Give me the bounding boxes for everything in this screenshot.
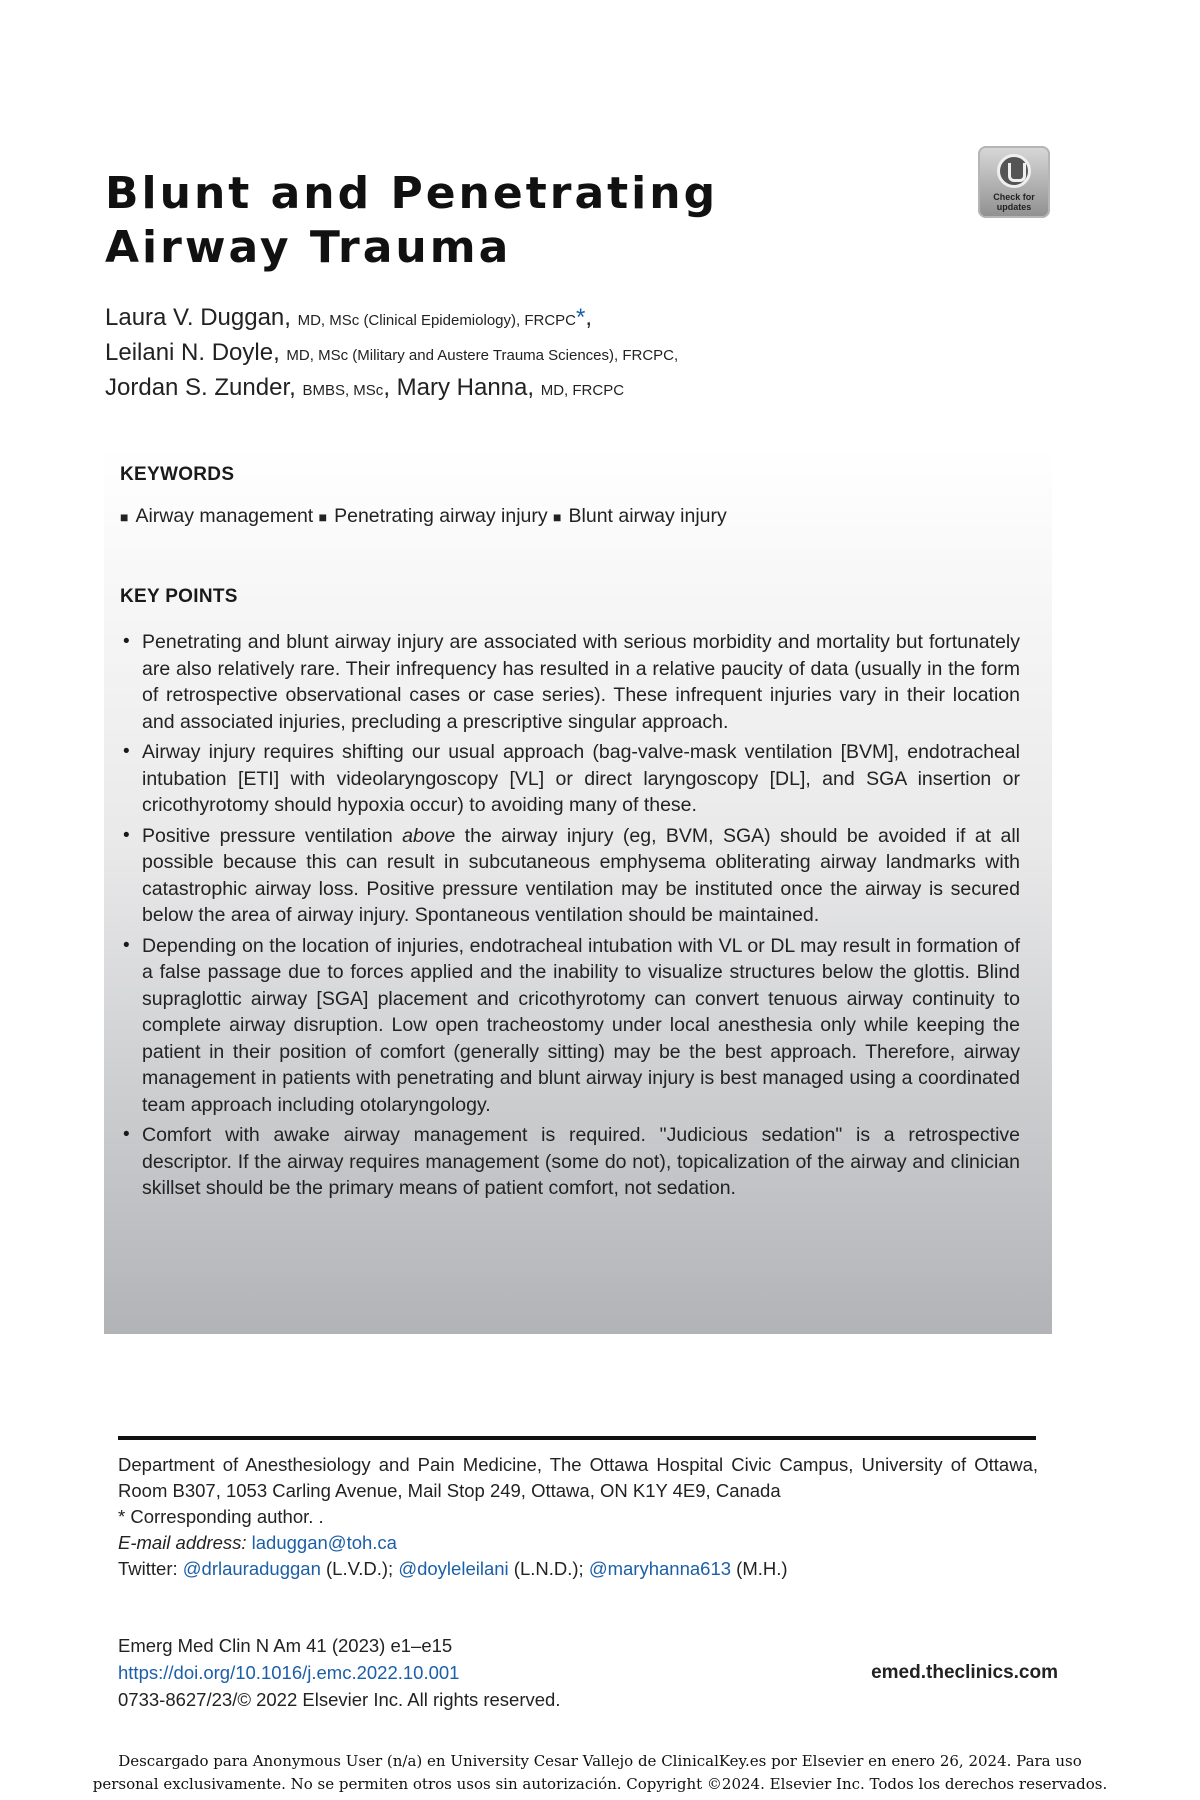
keyword-bullet-icon: ■: [318, 509, 328, 525]
email-label: E-mail address:: [118, 1532, 247, 1553]
key-point-emphasis: above: [402, 824, 456, 847]
check-for-updates-label: Check for updates: [993, 192, 1035, 212]
key-points-heading: KEY POINTS: [120, 586, 238, 607]
key-point-bullet: •: [123, 824, 130, 846]
key-point: [120, 629, 1020, 735]
key-point-text: Depending on the location of injuries, endotracheal intubation with VL or DL may result in formation of a false passage due to forces applied and the inability to visualize structures below the glottis. Blind supraglottic airway [SGA] placement and cricothyrotomy can convert tenuous airway continuity to complete airway disruption. Low open tracheostomy under local anesthesia only while keeping the patient in their position of comfort (generally sitting) may be the best approach. Therefore, airway management in patients with penetrating and blunt airway injury is best managed using a coordinated team approach including otolaryngology.: [142, 934, 1020, 1116]
key-point-bullet: •: [123, 934, 130, 956]
keyword-bullet-icon: ■: [553, 509, 562, 525]
twitter-initials: (M.H.): [736, 1558, 788, 1579]
footnotes: [118, 1452, 1038, 1582]
author-line: [105, 300, 1005, 335]
key-point-bullet: •: [123, 631, 130, 652]
email-link[interactable]: laduggan@toh.ca: [251, 1532, 397, 1553]
corresponding-author-note: * Corresponding author. .: [118, 1506, 324, 1527]
twitter-handle-link[interactable]: @drlauraduggan: [182, 1558, 321, 1579]
key-point-bullet: •: [123, 1124, 130, 1145]
citation-block: [118, 1632, 1058, 1713]
crossmark-icon: [997, 154, 1031, 188]
author-name: Jordan S. Zunder,: [105, 374, 303, 401]
twitter-label: Twitter:: [118, 1558, 178, 1579]
affiliation: Department of Anesthesiology and Pain Medicine, The Ottawa Hospital Civic Campus, University of Ottawa, Room B307, 1053 Carling Avenue, Mail Stop 249, Ottawa, ON K1Y 4E9, Canada: [118, 1454, 1038, 1501]
key-point-text: Airway injury requires shifting our usual approach (bag-valve-mask ventilation [BVM], endotracheal intubation [ETI] with videolaryngoscopy [VL] or direct laryngoscopy [DL], and SGA insertion or cricothyrotomy should hypoxia occur) to avoiding many of these.: [142, 741, 1020, 816]
key-points-list: [120, 629, 1020, 1206]
author-credentials: MD, MSc (Clinical Epidemiology), FRCPC: [297, 312, 576, 329]
check-for-updates-badge[interactable]: [978, 146, 1050, 218]
keywords-heading: KEYWORDS: [120, 464, 235, 485]
keyword-bullet-icon: ■: [120, 509, 129, 525]
keywords-list: [120, 505, 727, 528]
keyword: Airway management: [135, 505, 319, 527]
key-point: [120, 823, 1020, 929]
author-separator: ,: [585, 304, 593, 331]
key-point: [120, 933, 1020, 1119]
twitter-initials: (L.N.D.);: [513, 1558, 584, 1579]
journal-reference: Emerg Med Clin N Am 41 (2023) e1–e15: [118, 1635, 453, 1656]
title-line-2: Airway Trauma: [105, 222, 512, 274]
twitter-initials: (L.V.D.);: [326, 1558, 394, 1579]
author-name: Mary Hanna,: [396, 374, 541, 401]
key-point: [120, 739, 1020, 819]
keyword: Blunt airway injury: [568, 505, 727, 527]
footnote-divider: [118, 1436, 1036, 1440]
author-line: [105, 370, 1005, 405]
title-line-1: Blunt and Penetrating: [105, 168, 719, 220]
keyword: Penetrating airway injury: [334, 505, 554, 527]
copyright-line: 0733-8627/23/© 2022 Elsevier Inc. All rights reserved.: [118, 1689, 561, 1710]
key-point-text: Comfort with awake airway management is required. "Judicious sedation" is a retrospective descriptor. If the airway requires management (some do not), topicalization of the airway and clinician skillset should be the primary means of patient comfort, not sedation.: [142, 1124, 1020, 1199]
author-credentials: MD, FRCPC: [540, 382, 625, 399]
author-separator: ,: [383, 374, 397, 401]
keypoints-box: [104, 446, 1052, 1334]
corresponding-author-mark[interactable]: *: [576, 304, 586, 331]
key-point-bullet: •: [123, 741, 130, 762]
download-notice: [0, 1750, 1200, 1796]
key-point: [120, 1122, 1020, 1202]
doi-link[interactable]: https://doi.org/10.1016/j.emc.2022.10.001: [118, 1662, 460, 1683]
author-name: Leilani N. Doyle,: [105, 339, 287, 366]
download-notice-line-1: Descargado para Anonymous User (n/a) en University Cesar Vallejo de ClinicalKey.es por Elsevier en enero 26, 2024. Para uso: [118, 1752, 1082, 1770]
author-list: [105, 300, 1005, 405]
twitter-handle-link[interactable]: @doyleleilani: [398, 1558, 509, 1579]
key-point-text: Penetrating and blunt airway injury are associated with serious morbidity and mortality but fortunately are also relatively rare. Their infrequency has resulted in a relative paucity of data (usually in the form of retrospective observational cases or case series). These infrequent injuries vary in their location and associated injuries, precluding a prescriptive singular approach.: [142, 631, 1020, 733]
download-notice-line-2: personal exclusivamente. No se permiten otros usos sin autorización. Copyright ©2024. Elsevier Inc. Todos los derechos reservados.: [92, 1775, 1108, 1793]
twitter-line: [118, 1556, 1038, 1582]
article-title: [105, 167, 805, 275]
twitter-handle-link[interactable]: @maryhanna613: [588, 1558, 732, 1579]
author-name: Laura V. Duggan,: [105, 304, 298, 331]
author-line: [105, 335, 1005, 370]
author-credentials: BMBS, MSc: [302, 382, 384, 399]
key-point-text: Positive pressure ventilation above the airway injury (eg, BVM, SGA) should be avoided if at all possible because this can result in subcutaneous emphysema obliterating airway landmarks with catastrophic airway loss. Positive pressure ventilation may be instituted once the airway is secured below the area of airway injury. Spontaneous ventilation should be maintained.: [142, 824, 1020, 926]
email-line: [118, 1530, 1038, 1556]
journal-website[interactable]: emed.theclinics.com: [871, 1662, 1058, 1683]
author-credentials: MD, MSc (Military and Austere Trauma Sciences), FRCPC,: [286, 347, 679, 364]
